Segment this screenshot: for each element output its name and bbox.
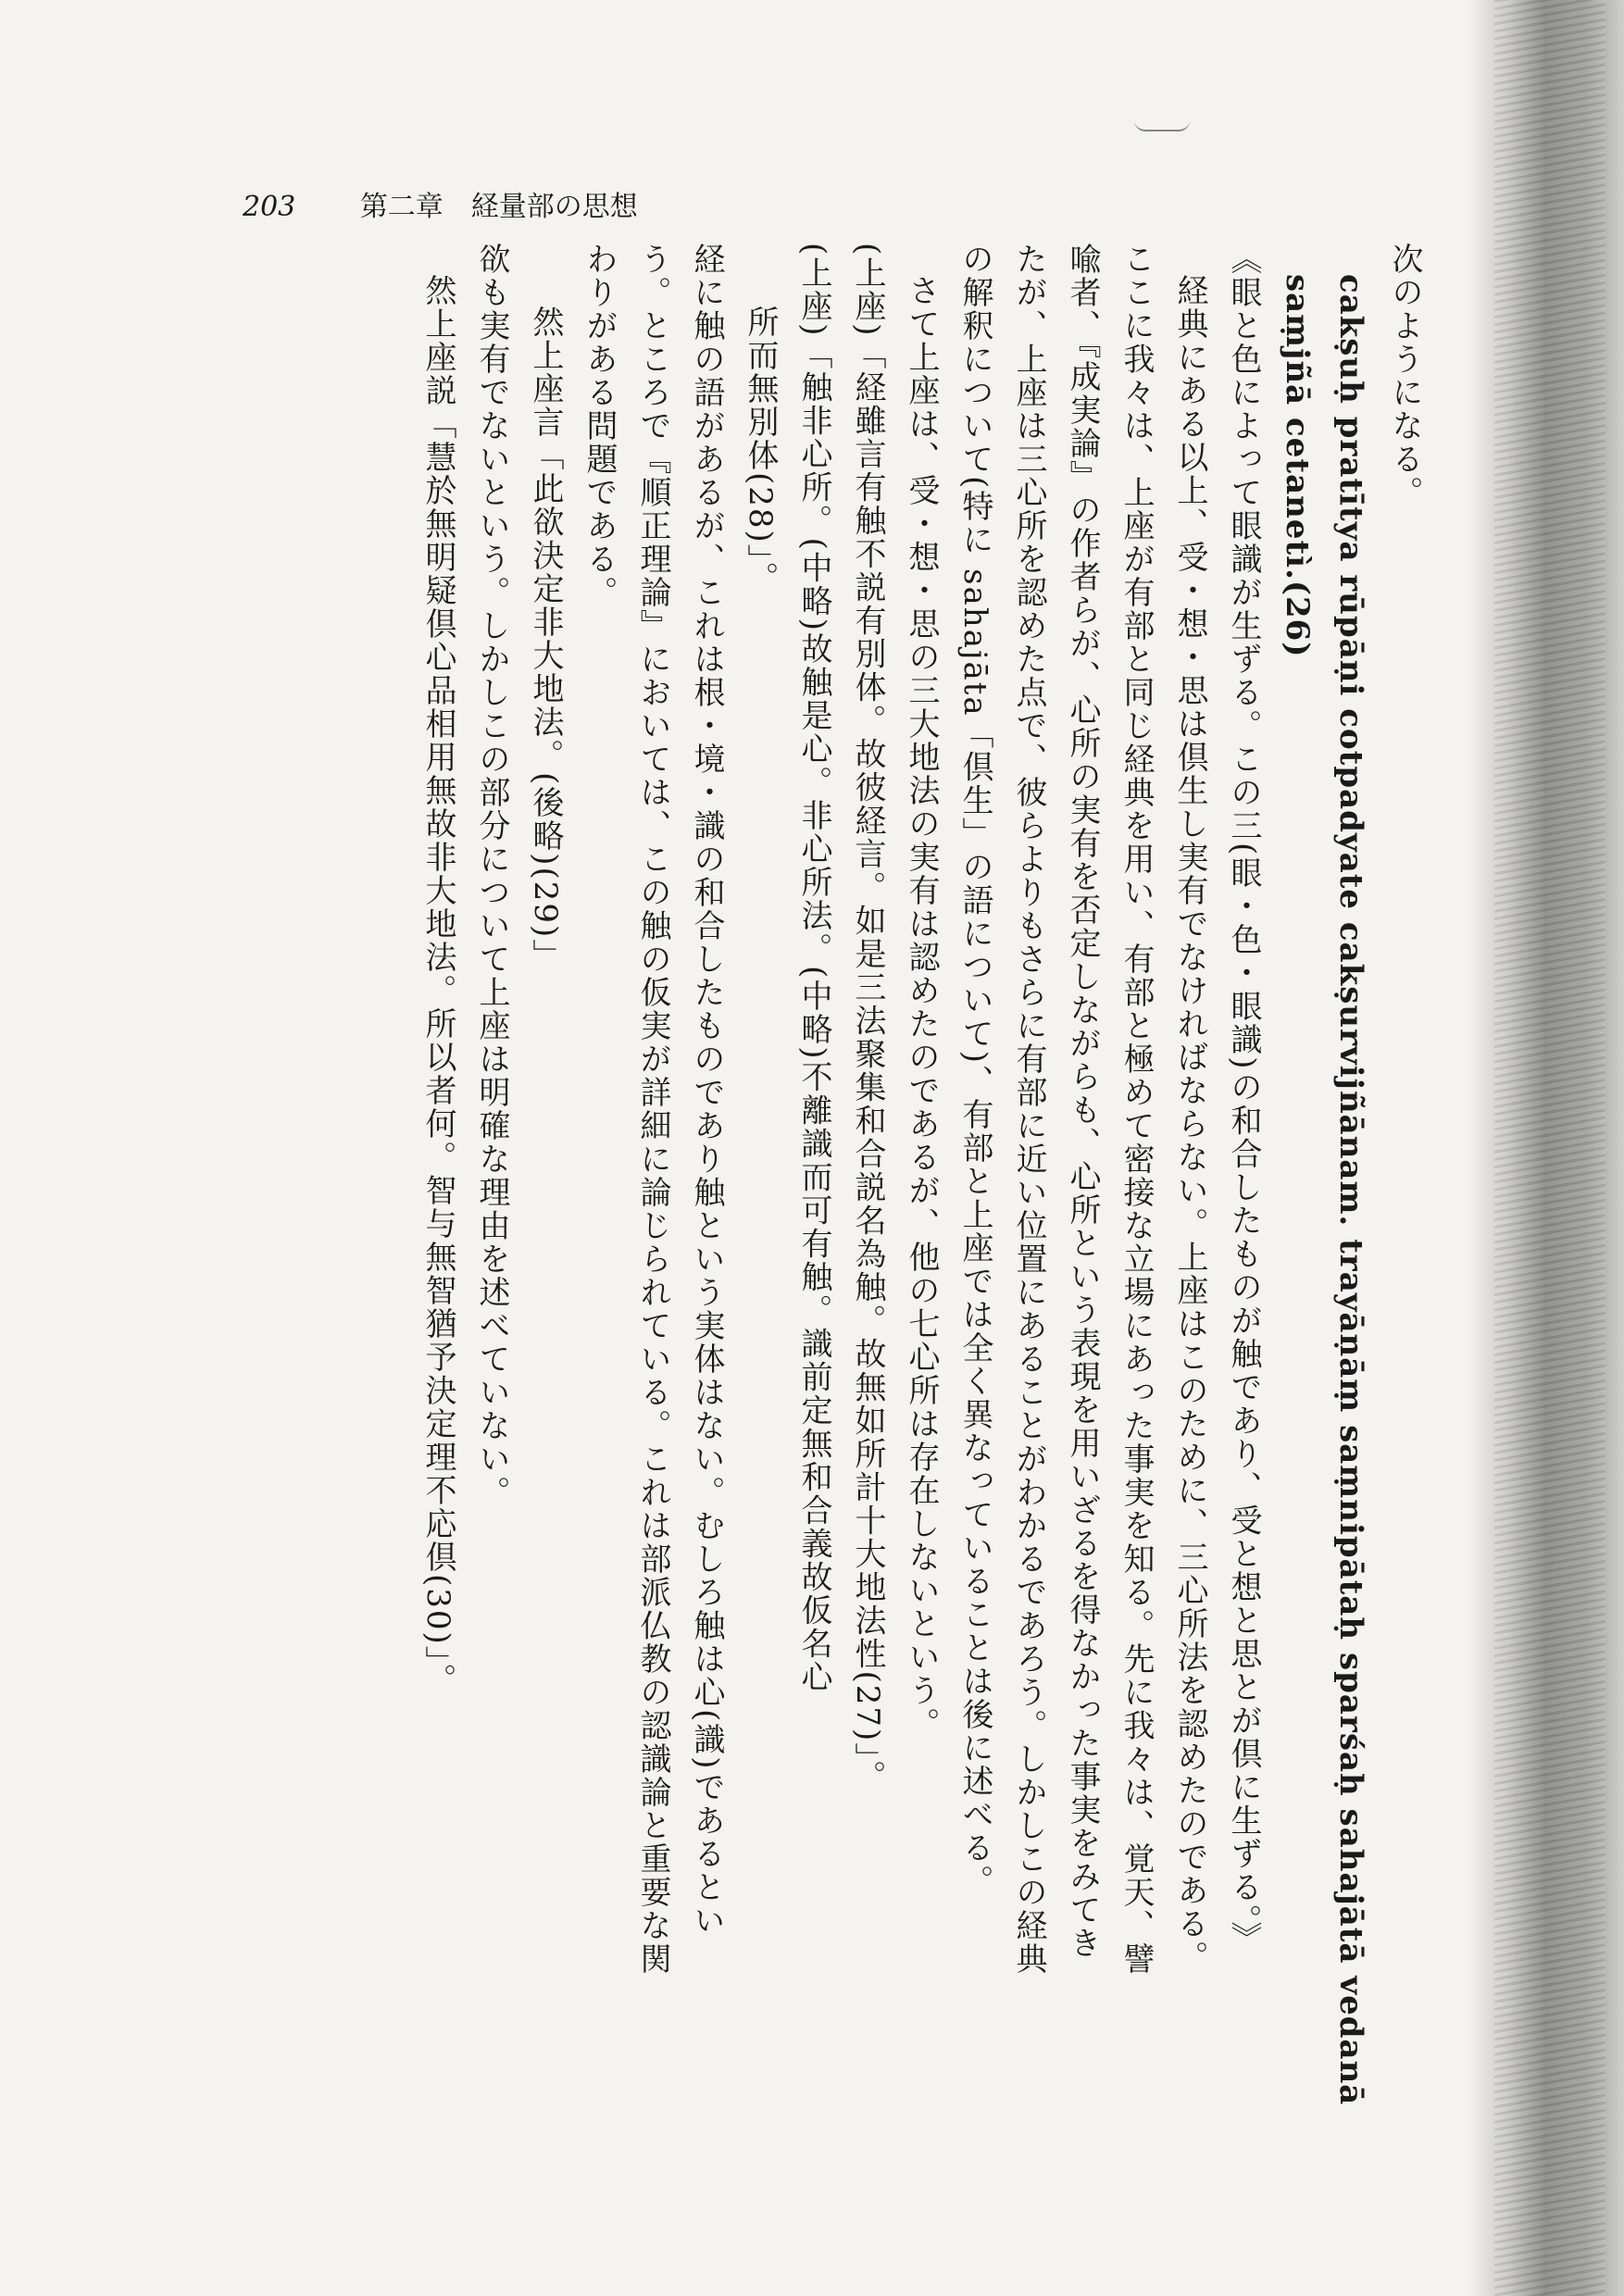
text-line: 経典にある以上、受・想・思は倶生し実有でなければならない。上座はこのために、三心所法を認めたのである。 [1171,274,1208,1974]
text-line: 《眼と色によって眼識が生ずる。この三(眼・色・眼識)の和合したものが触であり、受と想と思とが倶に生ずる。》 [1225,243,1262,1955]
chapter-title: 第二章 経量部の思想 [359,191,638,223]
body-text [191,243,1431,2205]
text-line: う。ところで『順正理論』においては、この触の仮実が詳細に論じられている。これは部派仏教の認識論と重要な関 [634,243,671,1976]
scan-shadow-texture [1494,0,1605,2296]
text-line: わりがある問題である。 [581,243,618,609]
text-line: 次のようになる。 [1386,243,1423,509]
text-line: 然上座説「慧於無明疑倶心品相用無故非大地法。所以者何。智与無智猶予決定理不応倶(30)」。 [419,274,456,1697]
text-line: 欲も実有でないという。しかしこの部分について上座は明確な理由を述べていない。 [473,243,510,1509]
text-line: 然上座言「此欲決定非大地法。(後略)(29)」 [527,306,564,973]
text-line: 所而無別体(28)」。 [742,306,779,595]
text-line: さて上座は、受・想・思の三大地法の実有は認めたのであるが、他の七心所は存在しないという。 [903,274,940,1741]
text-line: ここに我々は、上座が有部と同じ経典を用い、有部と極めて密接な立場にあった事実を知る。先に我々は、覚天、譬 [1118,243,1155,1976]
stray-mark [1134,120,1190,131]
text-line: cakṣuḥ pratītya rūpāṇi cotpadyate cakṣurvijñānam. trayāṇāṃ saṃnipātaḥ sparśaḥ sahajātā vedanā [1332,274,1369,2106]
running-header [243,183,638,224]
text-line: saṃjñā cetanetì.(26) [1279,274,1316,658]
page-number: 203 [243,191,296,223]
text-line: (上座)「触非心所。(中略)故触是心。非心所法。(中略)不離識而可有触。識前定無和合義故仮名心 [795,243,832,1694]
text-line: の解釈について(特に sahajāta「倶生」の語について)、有部と上座では全く異なっていることは後に述べる。 [956,243,993,1898]
text-line: たが、上座は三心所を認めた点で、彼らよりもさらに有部に近い位置にあることがわかるであろう。しかしこの経典 [1010,243,1047,1976]
text-line: 喩者、『成実論』の作者らが、心所の実有を否定しながらも、心所という表現を用いざるを得なかった事実をみてき [1064,243,1101,1960]
text-line: 経に触の語があるが、これは根・境・識の和合したものであり触という実体はない。むしろ触は心(識)であるとい [688,243,725,1938]
text-line: (上座)「経雖言有触不説有別体。故彼経言。如是三法聚集和合説名為触。故無如所計十大地法性(27)」。 [849,243,886,1794]
